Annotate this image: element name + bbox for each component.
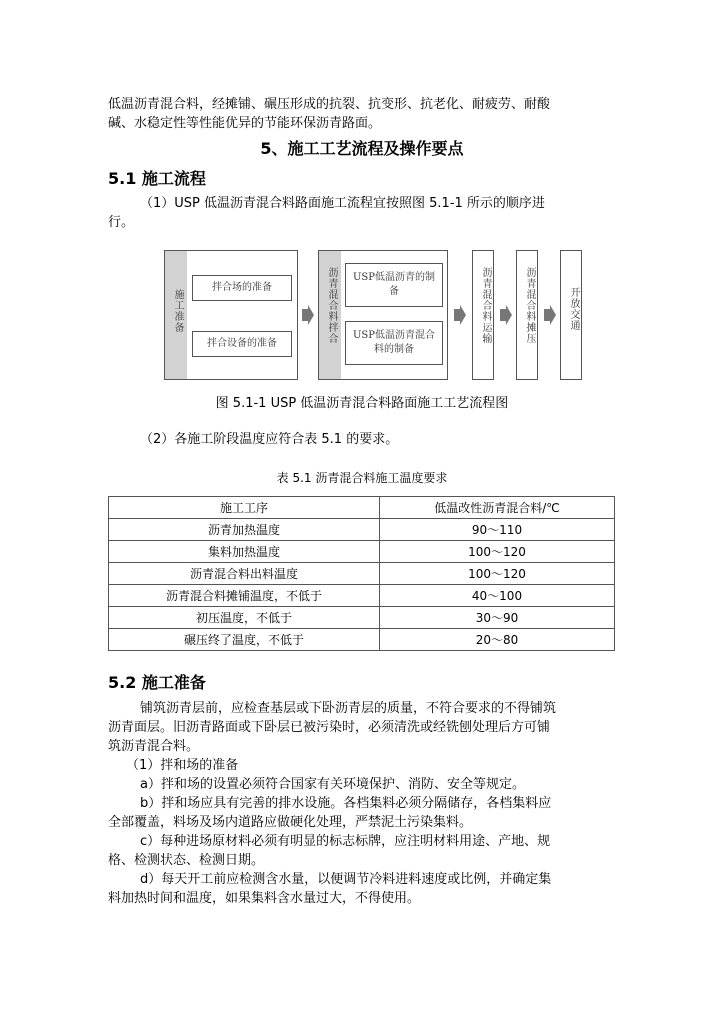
table-cell: 初压温度，不低于 [109, 607, 380, 629]
transport-label: 沥青混合料运输 [480, 267, 491, 344]
s52-line: a）拌和场的设置必须符合国家有关环境保护、消防、安全等规定。 [140, 777, 525, 792]
table-cell: 100～120 [380, 541, 615, 563]
table-row [109, 519, 615, 541]
intro-line-1: 低温沥青混合料，经摊铺、碾压形成的抗裂、抗变形、抗老化、耐疲劳、耐酸 [108, 97, 551, 112]
s52-line: 筑沥青混合料。 [108, 739, 200, 754]
section-5-1-title: 5.1 施工流程 [108, 169, 206, 188]
usp-asphalt-prep-box: USP低温沥青的制备 [345, 263, 443, 307]
s52-line: b）拌和场应具有完善的排水设施。各档集料必须分隔储存，各档集料应 [140, 796, 552, 811]
s52-line: 全部覆盖，料场及场内道路应做硬化处理，严禁泥土污染集料。 [108, 815, 473, 830]
open-traffic-label: 开放交通 [568, 287, 579, 331]
figure-caption: 图 5.1-1 USP 低温沥青混合料路面施工工艺流程图 [215, 396, 509, 411]
table-cell: 集料加热温度 [109, 541, 380, 563]
table-row [109, 629, 615, 651]
table-row [109, 585, 615, 607]
s52-line: 铺筑沥青层前，应检查基层或下卧沥青层的质量，不符合要求的不得铺筑 [140, 701, 557, 716]
table-header-cell: 低温改性沥青混合料/℃ [380, 497, 615, 519]
mixing-label: 沥青混合料拌合 [326, 267, 337, 344]
intro-line-2: 碱、水稳定性等性能优异的节能环保沥青路面。 [108, 116, 382, 131]
table-header-cell: 施工工序 [109, 497, 380, 519]
s52-line: 格、检测状态、检测日期。 [108, 853, 265, 868]
prep-group [164, 250, 298, 380]
flow-arrow-icon [454, 305, 466, 325]
flow-arrow-icon [302, 305, 314, 325]
s52-line: 沥青面层。旧沥青路面或下卧层已被污染时，必须清洗或经铣刨处理后方可铺 [108, 720, 551, 735]
section-5-title: 5、施工工艺流程及操作要点 [260, 139, 464, 158]
flowchart [164, 250, 614, 382]
s52-line: c）每种进场原材料必须有明显的标志标牌，应注明材料用途、产地、规 [140, 834, 551, 849]
section-5-2-title: 5.2 施工准备 [108, 673, 206, 692]
table-cell: 碾压终了温度，不低于 [109, 629, 380, 651]
s51-p1-line-1: （1）USP 低温沥青混合料路面施工流程宜按照图 5.1-1 所示的顺序进 [140, 196, 545, 211]
flow-arrow-icon [500, 305, 512, 325]
mixing-group [318, 250, 448, 380]
mixing-site-prep-box: 拌合场的准备 [192, 275, 292, 301]
s51-p1-line-2: 行。 [108, 215, 135, 230]
table-row [109, 541, 615, 563]
table-cell: 沥青混合料出料温度 [109, 563, 380, 585]
table-cell: 20～80 [380, 629, 615, 651]
table-header-row [109, 497, 615, 519]
table-caption: 表 5.1 沥青混合料施工温度要求 [276, 471, 448, 485]
prep-label: 施工准备 [172, 289, 183, 333]
usp-mixture-prep-box: USP低温沥青混合料的制备 [345, 321, 443, 365]
open-traffic-box [560, 250, 582, 380]
s52-line: d）每天开工前应检测含水量，以便调节冷料进料速度或比例，并确定集 [140, 872, 552, 887]
table-row [109, 563, 615, 585]
table-cell: 40～100 [380, 585, 615, 607]
s52-line: 料加热时间和温度，如果集料含水量过大，不得使用。 [108, 891, 421, 906]
flow-arrow-icon [544, 305, 556, 325]
table-cell: 30～90 [380, 607, 615, 629]
table-cell: 沥青加热温度 [109, 519, 380, 541]
table-cell: 沥青混合料摊铺温度，不低于 [109, 585, 380, 607]
temperature-table [108, 496, 615, 651]
s51-p2: （2）各施工阶段温度应符合表 5.1 的要求。 [140, 432, 399, 447]
paving-box [516, 250, 538, 380]
table-row [109, 607, 615, 629]
s52-line: （1）拌和场的准备 [126, 758, 239, 773]
mixing-equipment-prep-box: 拌合设备的准备 [192, 331, 292, 357]
transport-box [472, 250, 494, 380]
table-cell: 90～110 [380, 519, 615, 541]
paving-label: 沥青混合料摊压 [524, 267, 535, 344]
table-cell: 100～120 [380, 563, 615, 585]
